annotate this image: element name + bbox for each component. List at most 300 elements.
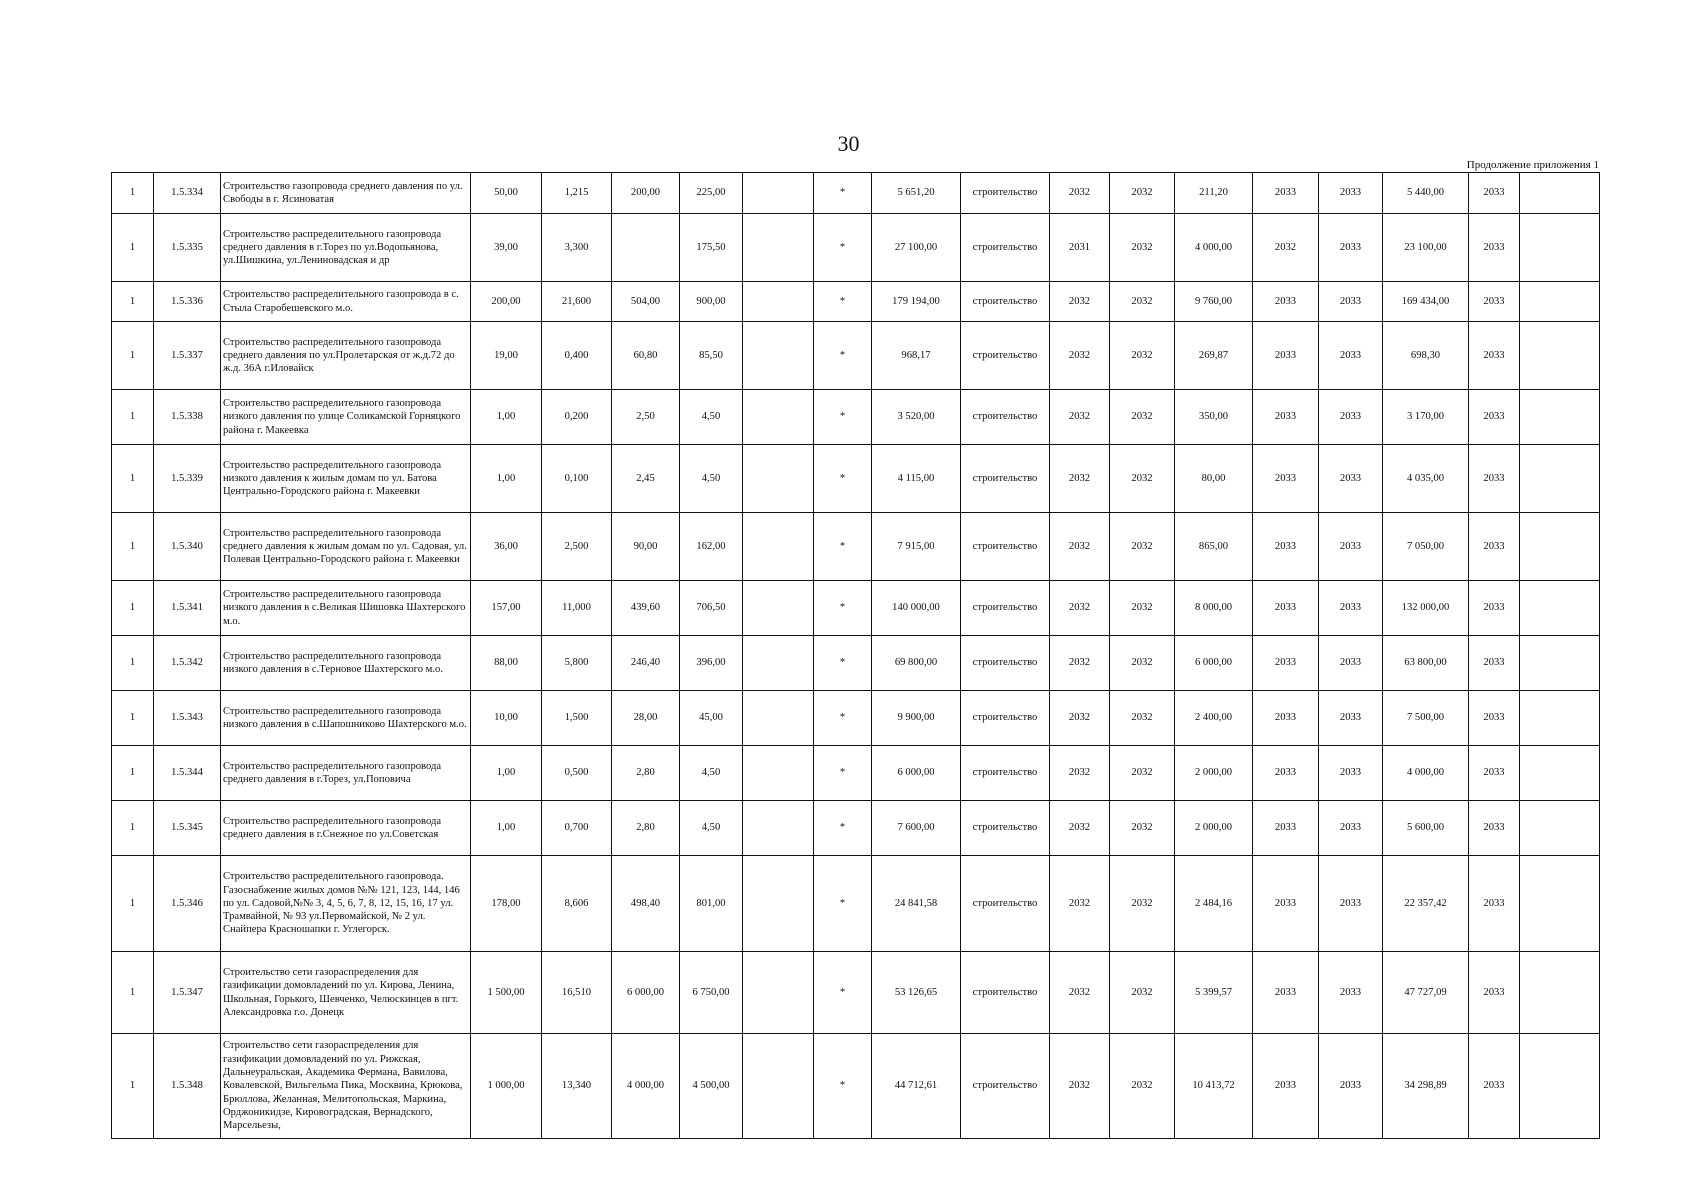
table-cell: 4 000,00: [1383, 746, 1469, 801]
table-cell: 1: [112, 691, 154, 746]
table-row: [112, 746, 1600, 801]
table-cell: 1: [112, 1034, 154, 1139]
table-cell: 7 500,00: [1383, 691, 1469, 746]
table-cell: 2033: [1319, 322, 1383, 390]
table-cell: *: [814, 173, 872, 214]
table-cell: 2033: [1319, 636, 1383, 691]
table-cell: 6 000,00: [872, 746, 961, 801]
table-cell: 24 841,58: [872, 856, 961, 952]
table-cell: 2033: [1253, 282, 1319, 322]
table-cell: 2,80: [612, 746, 680, 801]
table-cell: [1520, 691, 1600, 746]
table-cell: 5,800: [542, 636, 612, 691]
table-cell: 23 100,00: [1383, 214, 1469, 282]
table-cell: 1.5.344: [154, 746, 221, 801]
table-cell: 11,000: [542, 581, 612, 636]
table-cell: 63 800,00: [1383, 636, 1469, 691]
table-cell: *: [814, 282, 872, 322]
table-cell: 1.5.345: [154, 801, 221, 856]
table-cell: 2032: [1253, 214, 1319, 282]
table-cell: строительство: [961, 746, 1050, 801]
table-cell: 2 400,00: [1175, 691, 1253, 746]
table-cell: 2033: [1469, 581, 1520, 636]
table-cell: 10,00: [471, 691, 542, 746]
table-cell: 2032: [1110, 445, 1175, 513]
table-cell: 2032: [1050, 322, 1110, 390]
table-row: [112, 173, 1600, 214]
table-cell: 2033: [1469, 390, 1520, 445]
table-cell: 2033: [1253, 952, 1319, 1034]
table-cell: *: [814, 801, 872, 856]
table-cell: 9 760,00: [1175, 282, 1253, 322]
table-cell: [743, 214, 814, 282]
table-cell: 968,17: [872, 322, 961, 390]
table-row: [112, 282, 1600, 322]
table-cell: 2032: [1050, 1034, 1110, 1139]
page-number: 30: [837, 131, 860, 156]
table-cell: 2033: [1253, 581, 1319, 636]
table-cell: [1520, 636, 1600, 691]
table-cell: 801,00: [680, 856, 743, 952]
table-cell: 1.5.334: [154, 173, 221, 214]
table-cell: 1.5.348: [154, 1034, 221, 1139]
table-cell: 90,00: [612, 513, 680, 581]
table-cell: 7 915,00: [872, 513, 961, 581]
table-cell-description: Строительство распределительного газопровода среднего давления в г.Торез по ул.Водопьянова, ул.Шишкина, ул.Лениновадская и др: [221, 214, 471, 282]
table-cell: [1520, 1034, 1600, 1139]
table-cell: 2033: [1319, 214, 1383, 282]
table-cell: 2032: [1110, 1034, 1175, 1139]
table-cell: 2 000,00: [1175, 746, 1253, 801]
table-cell: 5 651,20: [872, 173, 961, 214]
table-cell: строительство: [961, 1034, 1050, 1139]
table-cell: 4,50: [680, 746, 743, 801]
table-cell: 2 000,00: [1175, 801, 1253, 856]
table-cell: 1: [112, 746, 154, 801]
table-cell: 169 434,00: [1383, 282, 1469, 322]
table-cell: 34 298,89: [1383, 1034, 1469, 1139]
table-cell: 1.5.346: [154, 856, 221, 952]
table-cell: 2032: [1050, 390, 1110, 445]
table-cell: 2033: [1319, 282, 1383, 322]
table-cell: 178,00: [471, 856, 542, 952]
table-cell: 60,80: [612, 322, 680, 390]
table-cell: 6 750,00: [680, 952, 743, 1034]
table-cell: 3,300: [542, 214, 612, 282]
table-cell: 50,00: [471, 173, 542, 214]
table-cell: 2,50: [612, 390, 680, 445]
table-cell: 1: [112, 856, 154, 952]
table-row: [112, 636, 1600, 691]
table-cell: 4 500,00: [680, 1034, 743, 1139]
table-cell: [1520, 801, 1600, 856]
table-cell: 1: [112, 322, 154, 390]
table-cell: 69 800,00: [872, 636, 961, 691]
table-cell: 1: [112, 801, 154, 856]
table-cell: 4 000,00: [612, 1034, 680, 1139]
table-cell: 2033: [1469, 691, 1520, 746]
table-cell: 7 600,00: [872, 801, 961, 856]
table-cell: [743, 952, 814, 1034]
table-cell: 2033: [1469, 282, 1520, 322]
table-cell: [1520, 746, 1600, 801]
table-cell: 2032: [1110, 636, 1175, 691]
table-cell: 2033: [1253, 390, 1319, 445]
table-cell: *: [814, 746, 872, 801]
table-cell: 5 399,57: [1175, 952, 1253, 1034]
table-cell: 2032: [1110, 801, 1175, 856]
table-cell: 2033: [1319, 691, 1383, 746]
table-cell: 9 900,00: [872, 691, 961, 746]
table-cell: *: [814, 856, 872, 952]
table-cell: [1520, 282, 1600, 322]
table-cell: [743, 445, 814, 513]
table-cell: 2032: [1050, 856, 1110, 952]
table-cell: 4,50: [680, 445, 743, 513]
table-cell: 140 000,00: [872, 581, 961, 636]
table-cell: строительство: [961, 214, 1050, 282]
table-cell: *: [814, 581, 872, 636]
table-cell: 2032: [1050, 636, 1110, 691]
table-cell: [1520, 390, 1600, 445]
table-cell: 1.5.343: [154, 691, 221, 746]
table-cell: 2032: [1050, 801, 1110, 856]
table-cell: 1: [112, 636, 154, 691]
table-cell: 2033: [1469, 1034, 1520, 1139]
table-cell: 1,215: [542, 173, 612, 214]
table-row: [112, 445, 1600, 513]
table-cell: строительство: [961, 445, 1050, 513]
table-row: [112, 581, 1600, 636]
table-cell: [1520, 513, 1600, 581]
table-cell: 211,20: [1175, 173, 1253, 214]
table-cell-description: Строительство распределительного газопровода. Газоснабжение жилых домов №№ 121, 123, 144, 146 по ул. Садовой,№№ 3, 4, 5, 6, 7, 8, 12, 15, 16, 17 ул. Трамвайной, № 93 ул.Первомайской, № 2 ул. Снайпера Красношапки г. Углегорск.: [221, 856, 471, 952]
table-cell: 2033: [1319, 173, 1383, 214]
table-cell: 396,00: [680, 636, 743, 691]
table-cell: 2033: [1469, 856, 1520, 952]
table-cell: 22 357,42: [1383, 856, 1469, 952]
table-cell: 2,45: [612, 445, 680, 513]
table-cell: 8,606: [542, 856, 612, 952]
table-cell: [743, 322, 814, 390]
table-row: [112, 1034, 1600, 1139]
table-cell: 6 000,00: [1175, 636, 1253, 691]
table-cell: *: [814, 636, 872, 691]
table-cell: [1520, 952, 1600, 1034]
table-cell: 0,400: [542, 322, 612, 390]
table-cell-description: Строительство распределительного газопровода среднего давления в г.Снежное по ул.Советская: [221, 801, 471, 856]
table-cell: 1,00: [471, 746, 542, 801]
table-cell: 1.5.339: [154, 445, 221, 513]
table-cell: 498,40: [612, 856, 680, 952]
table-cell: 246,40: [612, 636, 680, 691]
table-row: [112, 322, 1600, 390]
table-cell-description: Строительство сети газораспределения для газификации домовладений по ул. Рижская, Дальнеуральская, Академика Фермана, Вавилова, Ковалевской, Вильгельма Пика, Москвина, Крюкова, Брюллова, Желанная, Мелитопольская, Маркина, Орджоникидзе, Кировоградская, Вернадского, Марсельезы,: [221, 1034, 471, 1139]
table-cell: 10 413,72: [1175, 1034, 1253, 1139]
table-cell-description: Строительство сети газораспределения для газификации домовладений по ул. Кирова, Ленина, Школьная, Горького, Шевченко, Челюскинцев в пгт. Александровка г.о. Донецк: [221, 952, 471, 1034]
table-cell: 1,00: [471, 801, 542, 856]
table-cell: 2032: [1110, 282, 1175, 322]
table-cell: 2033: [1319, 513, 1383, 581]
table-cell: 2033: [1319, 390, 1383, 445]
table-row: [112, 513, 1600, 581]
table-cell: 0,100: [542, 445, 612, 513]
table-cell: 269,87: [1175, 322, 1253, 390]
table-cell: 175,50: [680, 214, 743, 282]
table-row: [112, 952, 1600, 1034]
table-cell: 200,00: [471, 282, 542, 322]
table-cell: 4 115,00: [872, 445, 961, 513]
table-cell: строительство: [961, 581, 1050, 636]
table-cell: 1: [112, 282, 154, 322]
table-cell: *: [814, 214, 872, 282]
table-cell: 2033: [1253, 173, 1319, 214]
table-cell: 2033: [1319, 952, 1383, 1034]
table-cell: 3 520,00: [872, 390, 961, 445]
table-cell: 179 194,00: [872, 282, 961, 322]
table-cell: [743, 801, 814, 856]
table-cell: [1520, 214, 1600, 282]
table-row: [112, 390, 1600, 445]
table-cell: [743, 746, 814, 801]
table-cell: 2033: [1253, 746, 1319, 801]
table-cell: 88,00: [471, 636, 542, 691]
table-cell: 2033: [1253, 1034, 1319, 1139]
table-cell: 1.5.341: [154, 581, 221, 636]
table-cell-description: Строительство распределительного газопровода среднего давления в г.Торез, ул.Поповича: [221, 746, 471, 801]
table-cell: [1520, 581, 1600, 636]
table-cell: 4 035,00: [1383, 445, 1469, 513]
table-cell: 157,00: [471, 581, 542, 636]
table-cell: строительство: [961, 173, 1050, 214]
table-cell: 2031: [1050, 214, 1110, 282]
table-cell: 2032: [1110, 746, 1175, 801]
table-cell: 1.5.338: [154, 390, 221, 445]
table-cell: 2,80: [612, 801, 680, 856]
table-cell: 439,60: [612, 581, 680, 636]
table-cell: 5 440,00: [1383, 173, 1469, 214]
table-cell: 2032: [1110, 322, 1175, 390]
table-cell: 1 000,00: [471, 1034, 542, 1139]
table-cell: 3 170,00: [1383, 390, 1469, 445]
table-cell: 85,50: [680, 322, 743, 390]
table-cell: 1: [112, 952, 154, 1034]
table-cell: 2032: [1050, 746, 1110, 801]
table-cell: 2032: [1110, 691, 1175, 746]
table-cell: 2032: [1110, 856, 1175, 952]
table-cell: 2033: [1253, 801, 1319, 856]
table-cell: 39,00: [471, 214, 542, 282]
table-cell: [743, 581, 814, 636]
table-cell: 2033: [1253, 691, 1319, 746]
table-cell: 2033: [1319, 856, 1383, 952]
table-cell-description: Строительство распределительного газопровода низкого давления в с.Терновое Шахтерского м.о.: [221, 636, 471, 691]
table-cell: 2033: [1469, 214, 1520, 282]
table-cell: *: [814, 390, 872, 445]
table-cell: строительство: [961, 390, 1050, 445]
table-row: [112, 801, 1600, 856]
table-cell: [743, 1034, 814, 1139]
table-cell: 21,600: [542, 282, 612, 322]
table-cell: строительство: [961, 801, 1050, 856]
table-cell: 16,510: [542, 952, 612, 1034]
table-cell: 0,200: [542, 390, 612, 445]
table-cell: 1: [112, 214, 154, 282]
table-cell: 1,00: [471, 390, 542, 445]
table-cell: 44 712,61: [872, 1034, 961, 1139]
table-cell: 2033: [1469, 952, 1520, 1034]
table-cell: 2032: [1050, 952, 1110, 1034]
table-cell: 4,50: [680, 801, 743, 856]
table-cell: [1520, 322, 1600, 390]
table-cell-description: Строительство распределительного газопровода низкого давления к жилым домам по ул. Батова Центрально-Городского района г. Макеевки: [221, 445, 471, 513]
table-cell: 6 000,00: [612, 952, 680, 1034]
data-table: [111, 172, 1600, 1139]
table-cell: 36,00: [471, 513, 542, 581]
table-cell: [1520, 445, 1600, 513]
table-cell: 45,00: [680, 691, 743, 746]
table-cell: 2032: [1110, 513, 1175, 581]
table-cell: 900,00: [680, 282, 743, 322]
table-cell: 1.5.336: [154, 282, 221, 322]
table-cell: 1.5.342: [154, 636, 221, 691]
table-cell: 162,00: [680, 513, 743, 581]
table-cell: 8 000,00: [1175, 581, 1253, 636]
table-cell: 2033: [1319, 801, 1383, 856]
table-cell: 0,500: [542, 746, 612, 801]
table-cell: 2032: [1050, 173, 1110, 214]
table-cell: 2033: [1253, 513, 1319, 581]
table-cell: [743, 282, 814, 322]
table-cell: [743, 636, 814, 691]
table-cell: 19,00: [471, 322, 542, 390]
table-cell: 2033: [1469, 513, 1520, 581]
table-cell: строительство: [961, 691, 1050, 746]
table-cell: строительство: [961, 952, 1050, 1034]
table-cell: [743, 513, 814, 581]
table-cell-description: Строительство распределительного газопровода низкого давления в с.Шапошниково Шахтерского м.о.: [221, 691, 471, 746]
table-cell: 2032: [1050, 513, 1110, 581]
table-cell: 2032: [1050, 691, 1110, 746]
table-cell: 2032: [1110, 214, 1175, 282]
table-cell: *: [814, 952, 872, 1034]
table-cell: 2033: [1469, 746, 1520, 801]
table-cell: 2032: [1110, 173, 1175, 214]
table-cell: 1.5.335: [154, 214, 221, 282]
table-cell: 1: [112, 173, 154, 214]
table-cell: 865,00: [1175, 513, 1253, 581]
table-cell: 1: [112, 513, 154, 581]
table-cell: *: [814, 445, 872, 513]
table-cell: *: [814, 513, 872, 581]
table-cell: *: [814, 691, 872, 746]
table-cell: 28,00: [612, 691, 680, 746]
table-cell: 1 500,00: [471, 952, 542, 1034]
table-cell: 1: [112, 390, 154, 445]
table-cell: 2033: [1253, 856, 1319, 952]
table-cell: 7 050,00: [1383, 513, 1469, 581]
table-cell-description: Строительство газопровода среднего давления по ул. Свободы в г. Ясиноватая: [221, 173, 471, 214]
table-cell: 1.5.340: [154, 513, 221, 581]
table-cell: 2033: [1319, 746, 1383, 801]
table-cell: 47 727,09: [1383, 952, 1469, 1034]
table-cell: 0,700: [542, 801, 612, 856]
table-cell: строительство: [961, 513, 1050, 581]
table-row: [112, 691, 1600, 746]
table-cell: 2033: [1469, 636, 1520, 691]
table-cell: 1,500: [542, 691, 612, 746]
table-cell: [743, 691, 814, 746]
table-cell: 5 600,00: [1383, 801, 1469, 856]
table-cell: 13,340: [542, 1034, 612, 1139]
table-cell: 80,00: [1175, 445, 1253, 513]
table-row: [112, 214, 1600, 282]
table-cell: 2032: [1050, 282, 1110, 322]
table-cell-description: Строительство распределительного газопровода низкого давления по улице Соликамской Горняцкого района г. Макеевка: [221, 390, 471, 445]
table-cell: 225,00: [680, 173, 743, 214]
table-cell-description: Строительство распределительного газопровода среднего давления по ул.Пролетарская от ж.д.72 до ж.д. 36А г.Иловайск: [221, 322, 471, 390]
table-cell: 1: [112, 445, 154, 513]
table-cell: [743, 856, 814, 952]
table-cell: 350,00: [1175, 390, 1253, 445]
table-cell: 2032: [1110, 952, 1175, 1034]
table-cell: 2032: [1050, 581, 1110, 636]
table-cell: 27 100,00: [872, 214, 961, 282]
table-cell: 200,00: [612, 173, 680, 214]
appendix-continuation-label: Продолжение приложения 1: [1466, 159, 1599, 171]
table-cell: 2,500: [542, 513, 612, 581]
table-cell-description: Строительство распределительного газопровода низкого давления в с.Великая Шишовка Шахтерского м.о.: [221, 581, 471, 636]
table-cell: 698,30: [1383, 322, 1469, 390]
table-cell: 2032: [1050, 445, 1110, 513]
table-cell: 2032: [1110, 581, 1175, 636]
table-cell: *: [814, 322, 872, 390]
table-cell: 132 000,00: [1383, 581, 1469, 636]
table-cell: 1.5.337: [154, 322, 221, 390]
table-row: [112, 856, 1600, 952]
table-cell: 2033: [1253, 445, 1319, 513]
table-cell: [1520, 173, 1600, 214]
table-cell: 2033: [1253, 322, 1319, 390]
table-cell: строительство: [961, 282, 1050, 322]
table-cell: [743, 173, 814, 214]
table-cell: 1.5.347: [154, 952, 221, 1034]
table-cell-description: Строительство распределительного газопровода в с. Стыла Старобешевского м.о.: [221, 282, 471, 322]
table-cell: строительство: [961, 856, 1050, 952]
table-cell: 2033: [1319, 445, 1383, 513]
table-cell: 1,00: [471, 445, 542, 513]
table-cell: [1520, 856, 1600, 952]
table-cell: строительство: [961, 636, 1050, 691]
table-cell: 2033: [1253, 636, 1319, 691]
table-cell: 4,50: [680, 390, 743, 445]
table-cell: 53 126,65: [872, 952, 961, 1034]
table-cell: строительство: [961, 322, 1050, 390]
table-cell: 2033: [1469, 445, 1520, 513]
table-cell: 2032: [1110, 390, 1175, 445]
table-cell: 2033: [1469, 173, 1520, 214]
table-cell: 706,50: [680, 581, 743, 636]
table-cell-description: Строительство распределительного газопровода среднего давления к жилым домам по ул. Садовая, ул. Полевая Центрально-Городского района г. Макеевки: [221, 513, 471, 581]
table-cell: 4 000,00: [1175, 214, 1253, 282]
table-cell: 2033: [1469, 801, 1520, 856]
table-cell: 1: [112, 581, 154, 636]
table-cell: *: [814, 1034, 872, 1139]
table-cell: 504,00: [612, 282, 680, 322]
table-cell: 2033: [1469, 322, 1520, 390]
table-cell: [612, 214, 680, 282]
table-cell: [743, 390, 814, 445]
